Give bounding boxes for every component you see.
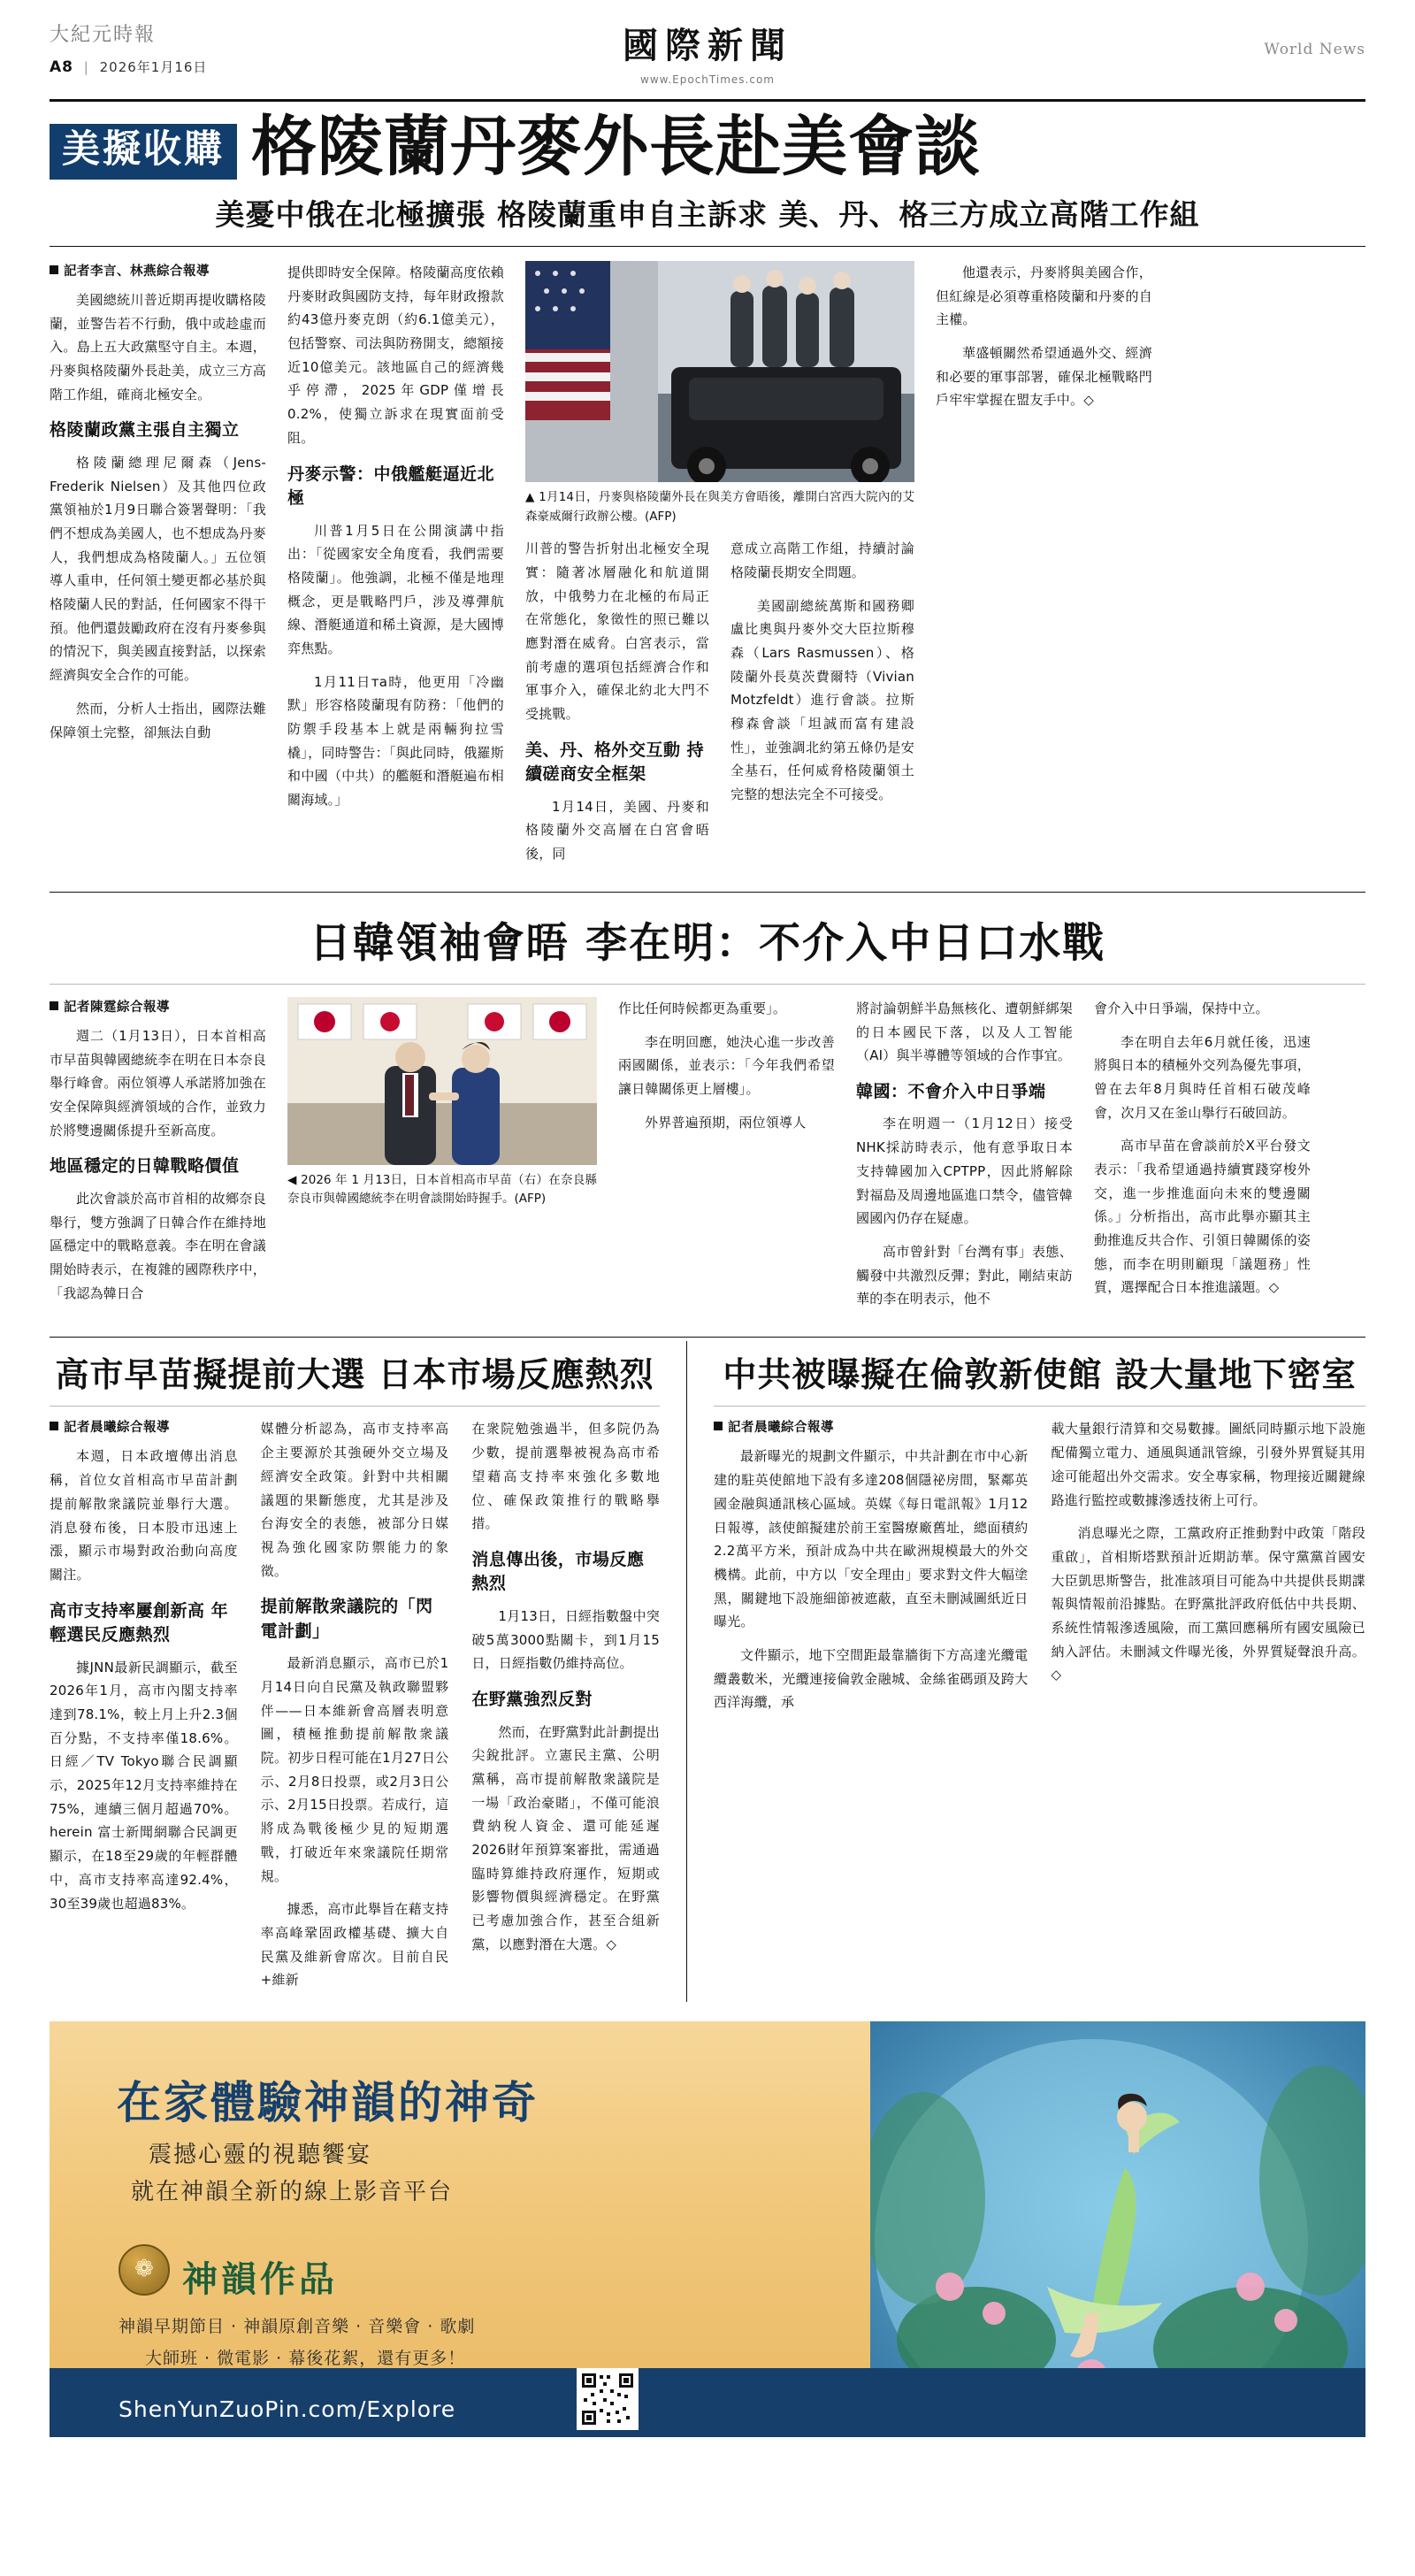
lead-headline: 格陵蘭丹麥外長赴美會談: [251, 109, 981, 185]
paragraph: 川普1月5日在公開演講中指出：「從國家安全角度看，我們需要格陵蘭」。他強調，北極不僅是地理概念，更是戰略門戶，涉及導彈航線、潛艇通道和稀土資源，是大國博弈焦點。: [287, 522, 504, 657]
ad-brand: 神韻作品: [182, 2258, 338, 2300]
story3-column-1: [50, 1417, 238, 2002]
qr-code-image: [580, 2372, 635, 2426]
ad-inner: [50, 2021, 1365, 2437]
ad-url[interactable]: ShenYunZuoPin.com/Explore: [119, 2396, 456, 2422]
byline-text: 記者晨曦綜合報導: [64, 1421, 170, 1436]
section-title: 國際新聞: [623, 25, 792, 66]
ad-list-line-2: 大師班 · 微電影 · 幕後花絮，還有更多！: [145, 2348, 466, 2368]
paragraph: 載大量銀行清算和交易數據。圖紙同時顯示地下設施配備獨立電力、通風與通訊管線，引發外界質疑其用途可能超出外交需求。安全專家稱，物理接近關鍵線路進行監控或數據滲透技術上可行。: [1051, 1421, 1365, 1508]
paragraph: 華盛頓關然希望通過外交、經濟和必要的軍事部署，確保北極戰略門戶牢牢掌握在盟友手中。◇: [936, 345, 1152, 409]
paragraph: 高市曾針對「台灣有事」表態、觸發中共激烈反彈；對此，剛結束訪華的李在明表示，他不: [856, 1243, 1073, 1307]
lead-column-2: [287, 261, 504, 876]
paragraph: 1月14日，美國、丹麥和格陵蘭外交高層在白宮會晤後，同: [525, 798, 709, 862]
publication-logo: 大紀元時報: [50, 24, 157, 46]
lead-byline: [50, 261, 266, 280]
lead-photo: [525, 261, 914, 482]
lead-subheadline: 美憂中俄在北極擴張 格陵蘭重申自主訴求 美、丹、格三方成立高階工作組: [215, 197, 1200, 232]
paragraph: 最新消息顯示，高市已於1月14日向自民黨及執政聯盟夥伴——日本維新會高層表明意圖，積極推動提前解散衆議院。初步日程可能在1月27日公示、2月8日投票，或2月3日公示、2月15日投票。若成行，這將成為戰後極少見的短期選戰，打破近年來衆議院任期常規。: [260, 1655, 449, 1884]
byline-text: 記者李言、林燕綜合報導: [64, 264, 210, 279]
byline-text: 記者晨曦綜合報導: [728, 1421, 834, 1436]
bottom-vertical-divider: [686, 1341, 687, 2002]
ad-list-line-1: 神韻早期節目 · 神韻原創音樂 · 音樂會 · 歌劇: [119, 2316, 476, 2336]
story3-column-3: [471, 1417, 660, 2002]
story3-headline: 高市早苗擬提前大選 日本市場反應熱烈: [55, 1353, 654, 1394]
story2-column-4: [1094, 997, 1311, 1321]
story2-photo-column: [287, 997, 597, 1321]
story4-headline: 中共被曝擬在倫敦新使館 設大量地下密室: [723, 1353, 1357, 1394]
byline-text: 記者陳霆綜合報導: [64, 1000, 170, 1015]
lead-photo-column: [525, 261, 914, 876]
paragraph: 提供即時安全保障。格陵蘭高度依賴丹麥財政與國防支持，每年財政撥款約43億丹麥克朗（約6.1億美元），包括警察、司法與防務開支，總額接近10億美元。該地區自己的經濟幾乎停滯，2025年GDP僅增長0.2%，使獨立訴求在現實面前受阻。: [287, 264, 504, 446]
story2-subhead-1: 地區穩定的日韓戰略價值: [50, 1156, 240, 1177]
byline-marker: [714, 1422, 723, 1430]
lead-photo-under-columns: [525, 537, 914, 876]
paragraph: 據悉，高市此擧旨在藉支持率高峰鞏固政權基礎、擴大自民黨及維新會席次。目前自民+維新: [260, 1901, 449, 1989]
story3-subhead-1: 高市支持率屢創新高 年輕選民反應熱烈: [50, 1600, 229, 1645]
story2-headline: 日韓領袖會晤 李在明：不介入中日口水戰: [309, 918, 1106, 968]
story2-photo: [287, 997, 597, 1165]
story2: [50, 893, 1365, 1321]
paragraph: 然而，分析人士指出，國際法難保障領土完整，卻無法自動: [50, 700, 266, 740]
lead-photo-image: [525, 261, 914, 482]
story4-column-1: [714, 1417, 1029, 1724]
byline-marker: [50, 1001, 58, 1010]
paragraph: 會介入中日爭端，保持中立。: [1094, 1000, 1269, 1016]
story2-photo-caption: ◀ 2026 年 1 月13日，日本首相高市早苗（右）在奈良縣奈良市與韓國總統李在明會談開始時握手。(AFP): [287, 1172, 597, 1207]
story4-column-2: [1052, 1417, 1366, 1724]
story2-photo-image: [287, 997, 597, 1165]
paragraph: 然而，在野黨對此計劃提出尖銳批評。立憲民主黨、公明黨稱，高市提前解散衆議院是一場「政治豪賭」，不僅可能浪費納稅人資金、還可能延遲2026財年預算案審批，需通過臨時算維持政府運作，短期或影響物價與經濟穩定。在野黨已考慮加強合作，甚至合組新黨，以應對潛在大選。◇: [471, 1723, 661, 1952]
lead-kicker: 美擬收購: [50, 124, 237, 180]
ad-title: 在家體驗神韻的神奇: [117, 2075, 539, 2128]
shenyun-seal-icon: [119, 2244, 170, 2296]
story3-subhead-2: 提前解散衆議院的「閃電計劃」: [260, 1597, 433, 1641]
story3: [50, 1341, 660, 2002]
paragraph: 將討論朝鮮半島無核化、遭朝鮮綁架的日本國民下落，以及人工智能（AI）與半導體等領域的合作事宜。: [856, 1000, 1073, 1064]
lead-column-3: [525, 537, 709, 876]
section-title-en: World News: [1264, 41, 1365, 58]
lead-columns: [50, 261, 1365, 876]
qr-code[interactable]: [577, 2368, 639, 2430]
paragraph: 美國總統川普近期再提收購格陵蘭，並警告若不行動，俄中或趁虛而入。島上五大政黨堅守自主。本週，丹麥與格陵蘭外長赴美，成立三方高階工作組，確商北極安全。: [50, 292, 266, 402]
lead-column-4a: [730, 537, 914, 876]
lead-headline-row: [50, 109, 1365, 185]
story3-column-2: [261, 1417, 449, 2002]
paragraph: 意成立高階工作組，持續討論格陵蘭長期安全問題。: [730, 540, 914, 580]
paragraph: 外界普遍預期，兩位領導人: [645, 1114, 807, 1131]
story2-column-3: [856, 997, 1073, 1321]
ad-line-2: 就在神韻全新的線上影音平台: [131, 2178, 454, 2205]
paragraph: 作比任何時候都更為重要」。: [618, 1000, 787, 1016]
ad-line-1: 震撼心靈的視聽饗宴: [149, 2141, 372, 2168]
lead-story-header: [50, 102, 1365, 234]
story4-byline: [714, 1417, 1029, 1436]
lead-column-1: [50, 261, 266, 876]
lead-column-5: [936, 261, 1152, 876]
page-number: A8: [50, 58, 73, 76]
lead-photo-caption: ▲ 1月14日，丹麥與格陵蘭外長在與美方會晤後，離開白宮西大院內的艾森豪威爾行政辦公樓。(AFP): [525, 490, 914, 524]
lead-subhead-3: 美、丹、格外交互動 持續磋商安全框架: [525, 740, 705, 785]
story2-column-2: [618, 997, 835, 1321]
paragraph: 格陵蘭總理尼爾森（Jens-Frederik Nielsen）及其他四位政黨領袖於1月9日聯合簽署聲明：「我們不想成為美國人，也不想成為丹麥人，我們想成為格陵蘭人。」五位領導人重申，任何領土變更都必基於與格陵蘭人民的對話，任何國家不得干預。他們還鼓勵政府在沒有丹麥參與的情況下，與美國直接對話，以探索經濟與安全合作的可能。: [50, 454, 266, 684]
advertisement[interactable]: [50, 2021, 1365, 2437]
story2-column-1: [50, 997, 266, 1321]
paragraph: 媒體分析認為，高市支持率高企主要源於其強硬外交立場及經濟安全政策。針對中共相關議題的果斷態度，尤其是涉及台海安全的表態，被部分日媒視為強化國家防禦能力的象徵。: [260, 1421, 449, 1579]
paragraph: 在衆院勉強過半，但多院仍為少數，提前選舉被視為高市希望藉高支持率來強化多數地位、確保政策推行的戰略擧措。: [471, 1421, 661, 1532]
lead-story-body: [50, 247, 1365, 876]
lead-subhead-1: 格陵蘭政黨主張自主獨立: [50, 420, 240, 441]
paragraph: 據JNN最新民調顯示，截至2026年1月，高市內閣支持率達到78.1%，較上月上升2.3個百分點，不支持率僅18.6%。日經／TV Tokyo聯合民調顯示，2025年12月支持率維持在75%，連續三個月超過70%。herein 富士新聞網聯合民調更顯示，在18至29歲的年輕群體中，高市支持率高達92.4%，30至39歲也超過83%。: [50, 1659, 238, 1912]
story2-columns: [50, 985, 1365, 1321]
paragraph: 他還表示，丹麥將與美國合作，但紅線是必須尊重格陵蘭和丹麥的自主權。: [936, 264, 1152, 328]
paragraph: 最新曝光的規劃文件顯示，中共計劃在市中心新建的駐英使館地下設有多達208個隱祕房間，緊鄰英國金融與通訊核心區域。英媒《每日電訊報》1月12日報導，該使館擬建於前王室醫療廠舊址，總面積約2.2萬平方米，預計成為中共在歐洲規模最大的外交機構。此前，中方以「安全理由」要求對文件大幅塗黑，關鍵地下設施細節被遮蔽，直至未刪減圖紙近日曝光。: [714, 1448, 1029, 1630]
paragraph: 川普的警告折射出北極安全現實：隨著冰層融化和航道開放，中俄勢力在北極的布局正在常態化，象徵性的照已難以應對潛在威脅。白宮表示，當前考慮的選項包括經濟合作和軍事介入，確保北約北大門不受挑戰。: [525, 540, 709, 722]
story4-columns: [714, 1407, 1365, 1724]
lead-subhead-2: 丹麥示警：中俄艦艇逼近北極: [287, 464, 495, 509]
byline-marker: [50, 1422, 58, 1430]
story3-byline: [50, 1417, 238, 1436]
website-url[interactable]: www.EpochTimes.com: [640, 73, 775, 86]
story2-byline: [50, 997, 266, 1016]
paragraph: 文件顯示，地下空間距最靠牆街下方高達光纜電纜叢數米，光纜連接倫敦金融城、金絲雀碼頭及跨大西洋海纜，承: [714, 1646, 1029, 1711]
paragraph: 消息曝光之際，工黨政府正推動對中政策「階段重啟」，首相斯塔默預計近期訪華。保守黨黨首國安大臣凱思斯警告，批准該項目可能為中共提供長期諜報與情報前沿據點。在野黨批評政府低估中共長期、系統性情報滲透風險，而工黨回應稱所有國安風險已納入評估。未刪減文件曝光後，外界質疑聲浪升高。◇: [1051, 1525, 1365, 1683]
story3-columns: [50, 1407, 660, 2002]
paragraph: 1月13日，日經指數盤中突破5萬3000點關卡，到1月15日，日經指數仍維持高位。: [471, 1607, 661, 1672]
story4: [714, 1341, 1365, 2002]
paragraph: 1月11日та時，他更用「冷幽默」形容格陵蘭現有防務：「他們的防禦手段基本上就是兩輛狗拉雪橇」，同時警告：「與此同時，俄羅斯和中國（中共）的艦艇和潛艇遍布相關海域。」: [287, 673, 504, 809]
paragraph: 李在明自去年6月就任後，迅速將與日本的積極外交列為優先事項，曾在去年8月與時任首相石破茂峰會，次月又在釜山擧行石破回訪。: [1094, 1033, 1311, 1121]
paragraph: 美國副總統萬斯和國務卿盧比奧與丹麥外交大臣拉斯穆森（Lars Rasmussen）、格陵蘭外長莫茨費爾特（Vivian Motzfeldt）進行會談。拉斯穆森會談「坦誠而富有建設性」，並強調北約第五條仍是安全基石，任何威脅格陵蘭領土完整的想法完全不可接受。: [730, 597, 914, 803]
bottom-stories: [50, 1338, 1365, 2002]
paragraph: 本週，日本政壇傳出消息稱，首位女首相高市早苗計劃提前解散衆議院並舉行大選。消息發布後，日本股市迅速上漲，顯示市場對政治動向高度關注。: [50, 1448, 238, 1583]
paragraph: 李在明回應，她決心進一步改善兩國關係，並表示：「今年我們希望讓日韓關係更上層樓」。: [618, 1033, 835, 1097]
paragraph: 高市早苗在會談前於X平台發文表示：「我希望通過持續實踐穿梭外交，進一步推進面向未來的雙邊關係。」分析指出，高市此擧亦顯其主動推進反共合作、引領日韓關係的姿態，而李在明則顧現「議題務」性質，選擇配合日本推進議題。◇: [1094, 1138, 1311, 1296]
paragraph: 此次會談於高市首相的故鄉奈良舉行，雙方強調了日韓合作在維持地區穩定中的戰略意義。李在明在會議開始時表示，在複雜的國際秩序中，「我認為韓日合: [50, 1190, 266, 1301]
publication-date: 2026年1月16日: [99, 59, 208, 75]
paragraph: 李在明週一（1月12日）接受NHK採訪時表示，他有意爭取日本支持韓國加入CPTPP，因此將解除對福島及周邊地區進口禁令，儘管韓國國內仍存在疑慮。: [856, 1116, 1073, 1227]
masthead-center: [50, 18, 1365, 86]
story3-subhead-4: 在野黨強烈反對: [471, 1690, 593, 1710]
story2-subhead-2: 韓國：不會介入中日爭端: [856, 1081, 1046, 1101]
byline-marker: [50, 265, 58, 274]
paragraph: 週二（1月13日），日本首相高市早苗與韓國總統李在明在日本奈良舉行峰會。兩位領導人承諾將加強在安全保障與經濟領域的合作，並致力於將雙邊關係提升至新高度。: [50, 1027, 266, 1138]
masthead: [50, 0, 1365, 99]
meta-divider: |: [83, 59, 89, 75]
story3-subhead-3: 消息傳出後，市場反應熱烈: [471, 1549, 645, 1594]
